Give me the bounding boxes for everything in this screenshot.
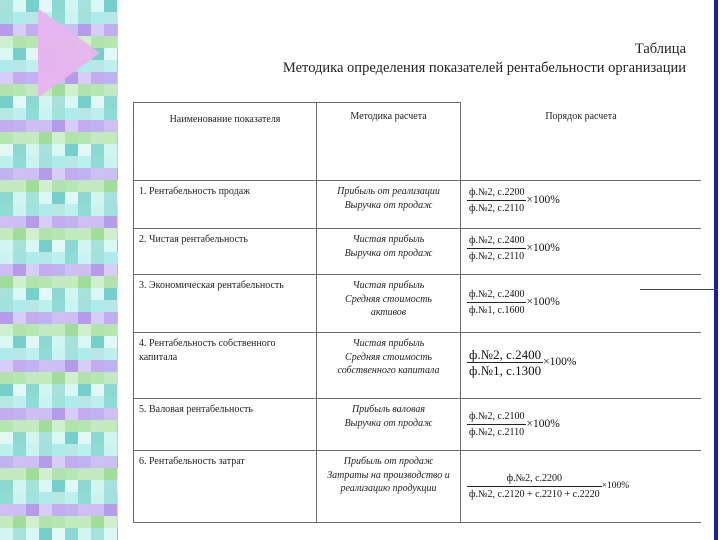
extended-row-line bbox=[640, 289, 718, 290]
header-name bbox=[134, 103, 317, 181]
header-method-text: Методика расчета bbox=[350, 111, 427, 122]
formula-numerator: ф.№2, с.2400 bbox=[469, 347, 542, 362]
title-line-1: Таблица bbox=[634, 41, 686, 57]
formula-denominator: ф.№2, с.2110 bbox=[469, 427, 525, 438]
row-formula bbox=[461, 451, 702, 523]
row-method bbox=[317, 451, 461, 523]
formula-denominator: ф.№2, с.2110 bbox=[469, 251, 525, 262]
header-name-text: Наименование показателя bbox=[169, 114, 281, 125]
formula-numerator: ф.№2, с.2200 bbox=[467, 471, 602, 487]
method-denominator: Выручка от продаж bbox=[344, 417, 433, 429]
formula-multiplier: ×100% bbox=[526, 242, 560, 254]
formula-fraction bbox=[467, 409, 526, 440]
header-calc-text: Порядок расчета bbox=[545, 110, 617, 122]
header-row bbox=[134, 103, 702, 181]
formula-numerator: ф.№2, с.2100 bbox=[467, 409, 526, 425]
row-formula bbox=[461, 181, 702, 229]
formula-multiplier: ×100% bbox=[601, 481, 630, 491]
right-border-line bbox=[714, 0, 718, 540]
table-row bbox=[134, 181, 702, 229]
row-method bbox=[317, 229, 461, 275]
table-row bbox=[134, 275, 702, 333]
formula-multiplier: ×100% bbox=[543, 356, 577, 368]
profitability-table bbox=[133, 102, 701, 523]
method-denominator: Затраты на производство и реализацию продукции bbox=[327, 469, 450, 494]
title-line-2: Методика определения показателей рентабельности организации bbox=[282, 60, 686, 76]
table-row bbox=[134, 451, 702, 523]
formula-numerator: ф.№2, с.2200 bbox=[467, 185, 526, 201]
row-method bbox=[317, 275, 461, 333]
row-name: 2. Чистая рентабельность bbox=[134, 229, 317, 275]
decorative-triangle bbox=[38, 8, 100, 98]
method-numerator: Чистая прибыль bbox=[352, 280, 425, 291]
row-name: 4. Рентабельность собственного капитала bbox=[134, 333, 317, 399]
formula-denominator: ф.№1, с.1300 bbox=[469, 363, 542, 378]
row-method bbox=[317, 181, 461, 229]
method-denominator: Средняя стоимость активов bbox=[345, 293, 432, 318]
table-title bbox=[283, 40, 686, 78]
method-denominator: Средняя стоимость собственного капитала bbox=[337, 351, 440, 376]
formula-fraction bbox=[467, 233, 526, 264]
formula-denominator: ф.№2, с.2110 bbox=[469, 203, 525, 214]
method-numerator: Прибыль валовая bbox=[351, 404, 426, 415]
formula-fraction bbox=[467, 185, 526, 216]
row-method bbox=[317, 333, 461, 399]
method-numerator: Чистая прибыль bbox=[352, 234, 425, 245]
table-row bbox=[134, 229, 702, 275]
row-method bbox=[317, 399, 461, 451]
formula-numerator: ф.№2, с.2400 bbox=[467, 287, 526, 303]
header-method bbox=[317, 103, 461, 181]
formula-multiplier: ×100% bbox=[526, 296, 560, 308]
method-numerator: Чистая прибыль bbox=[352, 338, 425, 349]
row-name: 6. Рентабельность затрат bbox=[134, 451, 317, 523]
formula-denominator: ф.№2, с.2120 + с.2210 + с.2220 bbox=[469, 489, 600, 500]
formula-fraction bbox=[467, 471, 602, 502]
formula-fraction bbox=[467, 347, 543, 378]
row-formula bbox=[461, 275, 702, 333]
formula-numerator: ф.№2, с.2400 bbox=[467, 233, 526, 249]
row-name: 1. Рентабельность продаж bbox=[134, 181, 317, 229]
header-calc bbox=[461, 103, 702, 181]
formula-denominator: ф.№1, с.1600 bbox=[469, 305, 525, 316]
row-name: 3. Экономическая рентабельность bbox=[134, 275, 317, 333]
row-formula bbox=[461, 399, 702, 451]
formula-fraction bbox=[467, 287, 526, 318]
row-formula bbox=[461, 229, 702, 275]
formula-multiplier: ×100% bbox=[526, 194, 560, 206]
table-row bbox=[134, 333, 702, 399]
row-name: 5. Валовая рентабельность bbox=[134, 399, 317, 451]
row-formula bbox=[461, 333, 702, 399]
method-numerator: Прибыль от продаж bbox=[343, 456, 434, 467]
table-row bbox=[134, 399, 702, 451]
method-denominator: Выручка от продаж bbox=[344, 199, 433, 211]
method-denominator: Выручка от продаж bbox=[344, 247, 433, 259]
formula-multiplier: ×100% bbox=[526, 418, 560, 430]
method-numerator: Прибыль от реализации bbox=[337, 186, 440, 197]
